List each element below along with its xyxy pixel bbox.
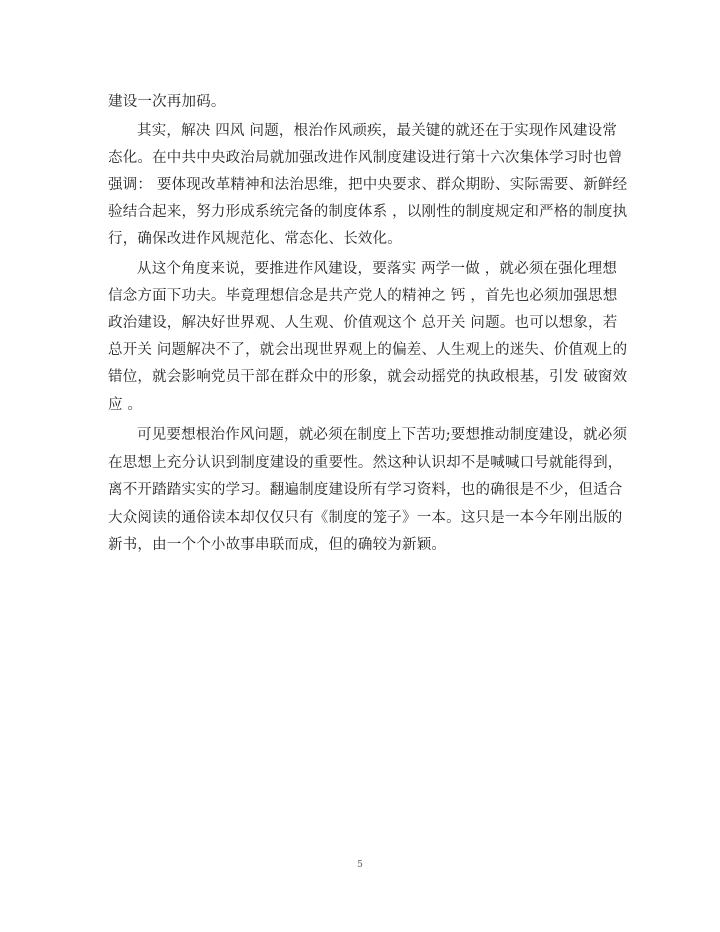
- text-line: 建设一次再加码。: [108, 94, 226, 110]
- text-line: 大众阅读的通俗读本却仅仅只有《制度的笼子》一本。这只是一本今年刚出版的: [108, 510, 623, 526]
- text-line: 错位，就会影响党员干部在群众中的形象，就会动摇党的执政根基，引发 破窗效: [108, 369, 628, 385]
- paragraph-first-line: 可见要想根治作风问题，就必须在制度上下苦功;要想推动制度建设，就必须: [137, 427, 628, 443]
- page-number: 5: [357, 860, 363, 870]
- text-line: 强调： 要体现改革精神和法治思维，把中央要求、群众期盼、实际需要、新鲜经: [108, 177, 628, 193]
- text-line: 政治建设，解决好世界观、人生观、价值观这个 总开关 问题。也可以想象，若: [108, 315, 618, 331]
- text-line: 新书，由一个个小故事串联而成，但的确较为新颖。: [108, 537, 447, 553]
- paragraph-first-line: 其实，解决 四风 问题，根治作风顽疾，最关键的就还在于实现作风建设常: [137, 123, 618, 139]
- text-line: 行，确保改进作风规范化、常态化、长效化。: [108, 231, 402, 247]
- text-line: 总开关 问题解决不了，就会出现世界观上的偏差、人生观上的迷失、价值观上的: [108, 342, 628, 358]
- text-line: 态化。在中共中央政治局就加强改进作风制度建设进行第十六次集体学习时也曾: [108, 150, 623, 166]
- text-line: 离不开踏踏实实的学习。翻遍制度建设所有学习资料，也的确很是不少，但适合: [108, 482, 623, 498]
- text-line: 信念方面下功夫。毕竟理想信念是共产党人的精神之 钙 ，首先也必须加强思想: [108, 288, 618, 304]
- text-line: 验结合起来，努力形成系统完备的制度体系 ，以刚性的制度规定和严格的制度执: [108, 204, 628, 220]
- text-line: 在思想上充分认识到制度建设的重要性。然这种认识却不是喊喊口号就能得到，: [108, 455, 623, 471]
- text-line: 应 。: [108, 397, 143, 413]
- paragraph-first-line: 从这个角度来说，要推进作风建设，要落实 两学一做 ，就必须在强化理想: [137, 261, 618, 277]
